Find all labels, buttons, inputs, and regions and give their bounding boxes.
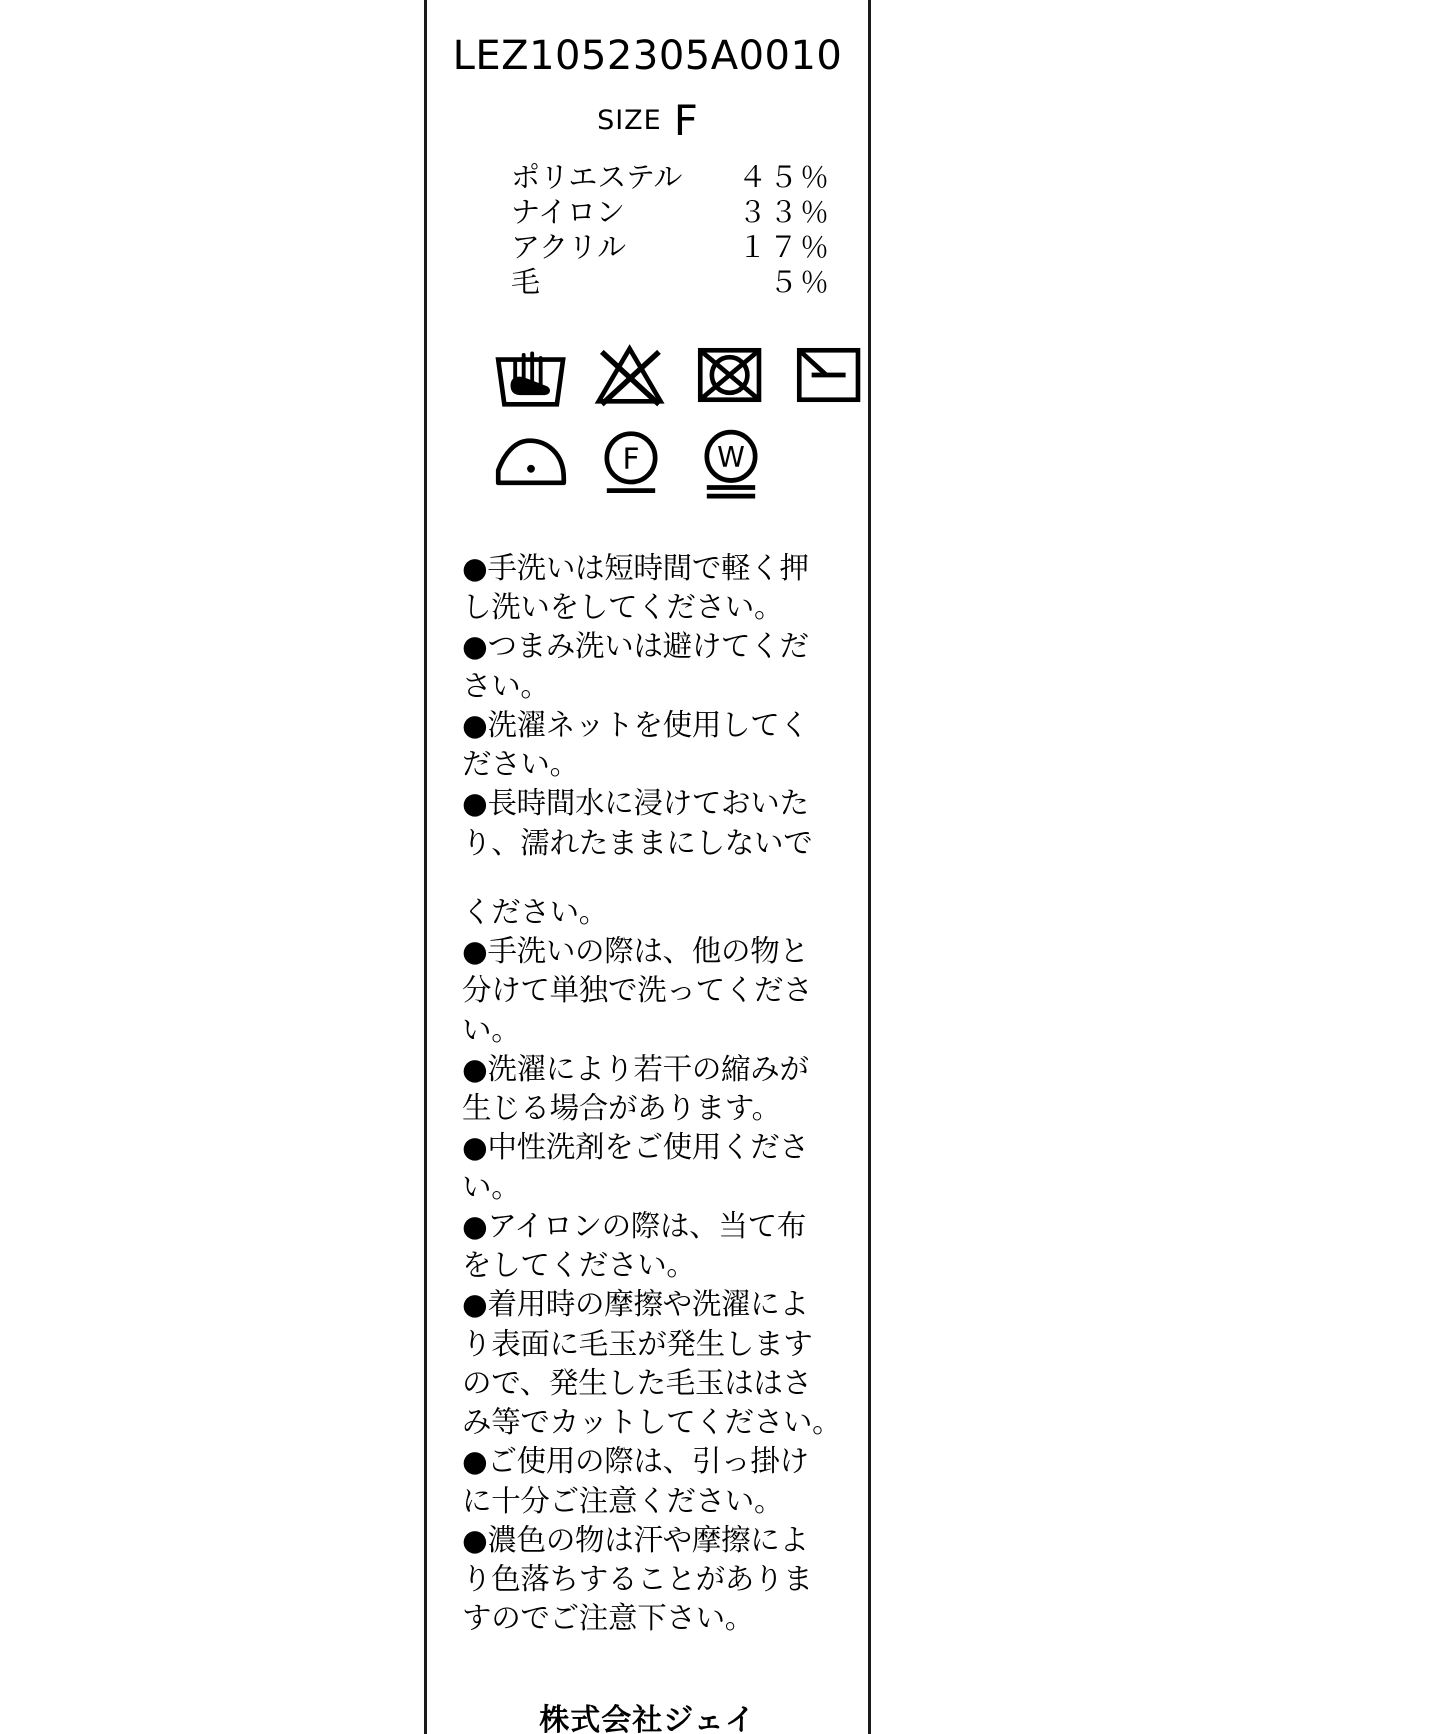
care-note-line: い。 <box>462 1169 521 1204</box>
fiber-name: アクリル <box>511 230 627 264</box>
care-notes-block-2 <box>462 893 872 1638</box>
fiber-name: ナイロン <box>511 195 625 229</box>
care-note-line: い。 <box>462 1012 521 1047</box>
care-note-line: ●手洗いは短時間で軽く押 <box>462 551 809 585</box>
care-note-line: ●つまみ洗いは避けてくだ <box>462 629 809 664</box>
care-note-line: ●手洗いの際は、他の物と <box>462 934 809 969</box>
care-note-line: み等でカットしてください。 <box>462 1405 842 1440</box>
table-row <box>511 195 831 230</box>
care-note-line: り、濡れたままにしないで <box>462 825 813 860</box>
fiber-name: 毛 <box>511 265 541 299</box>
care-note-line: すのでご注意下さい。 <box>462 1601 755 1636</box>
care-note-line: ●洗濯により若干の縮みが <box>462 1051 809 1086</box>
care-notes-block-1 <box>462 549 872 863</box>
care-note-line: ●洗濯ネットを使用してく <box>462 707 809 742</box>
care-note-line: ●着用時の摩擦や洗濯によ <box>462 1287 809 1322</box>
fiber-percent: ３３％ <box>737 195 831 229</box>
care-note-line: ください。 <box>462 895 609 929</box>
care-note-line: ださい。 <box>462 747 579 782</box>
do-not-bleach-symbol <box>591 336 668 414</box>
size-row <box>427 96 868 145</box>
care-label-content <box>427 0 868 1734</box>
manufacturer-line: 株式会社ジェイ <box>539 1703 756 1734</box>
fiber-percent: １７％ <box>737 230 831 264</box>
iron-low-symbol <box>492 422 570 500</box>
care-note-line: をしてください。 <box>462 1248 696 1283</box>
product-code: LEZ1052305A0010 <box>452 33 843 79</box>
care-note-line: し洗いをしてください。 <box>462 590 784 625</box>
fiber-composition-table <box>511 160 831 300</box>
size-value: F <box>673 96 698 145</box>
care-note-line: 生じる場合があります。 <box>462 1091 781 1126</box>
care-note-line: り表面に毛玉が発生します <box>462 1326 813 1361</box>
care-note-line: に十分ご注意ください。 <box>462 1483 784 1518</box>
care-symbols-row-2 <box>467 422 867 500</box>
care-symbols-row-1 <box>467 336 867 414</box>
fiber-percent: ５％ <box>768 265 831 299</box>
care-symbols <box>467 336 867 508</box>
care-note-line: ●ご使用の際は、引っ掛け <box>462 1444 809 1479</box>
hand-wash-symbol <box>492 336 569 414</box>
dry-clean-petroleum-f-symbol <box>592 422 670 500</box>
table-row <box>511 265 831 300</box>
size-label: SIZE <box>597 105 662 136</box>
fiber-percent: ４５％ <box>737 160 831 194</box>
fiber-name: ポリエステル <box>511 160 683 194</box>
care-note-line: 分けて単独で洗ってくださ <box>462 973 813 1008</box>
care-note-line: ●アイロンの際は、当て布 <box>462 1208 806 1243</box>
care-note-line: さい。 <box>462 668 550 703</box>
care-note-line: り色落ちすることがありま <box>462 1561 813 1596</box>
wet-clean-w-symbol <box>692 422 770 500</box>
table-row <box>511 230 831 265</box>
table-row <box>511 160 831 195</box>
svg-text:F: F <box>622 440 640 476</box>
svg-text:W: W <box>717 441 745 475</box>
flat-dry-in-shade-symbol <box>790 336 867 414</box>
care-note-line: ので、発生した毛玉ははさ <box>462 1365 812 1400</box>
care-note-line: ●長時間水に浸けておいた <box>462 786 809 821</box>
do-not-tumble-dry-symbol <box>691 336 768 414</box>
care-note-line: ●中性洗剤をご使用くださ <box>462 1130 809 1165</box>
care-note-line: ●濃色の物は汗や摩擦によ <box>462 1522 809 1557</box>
